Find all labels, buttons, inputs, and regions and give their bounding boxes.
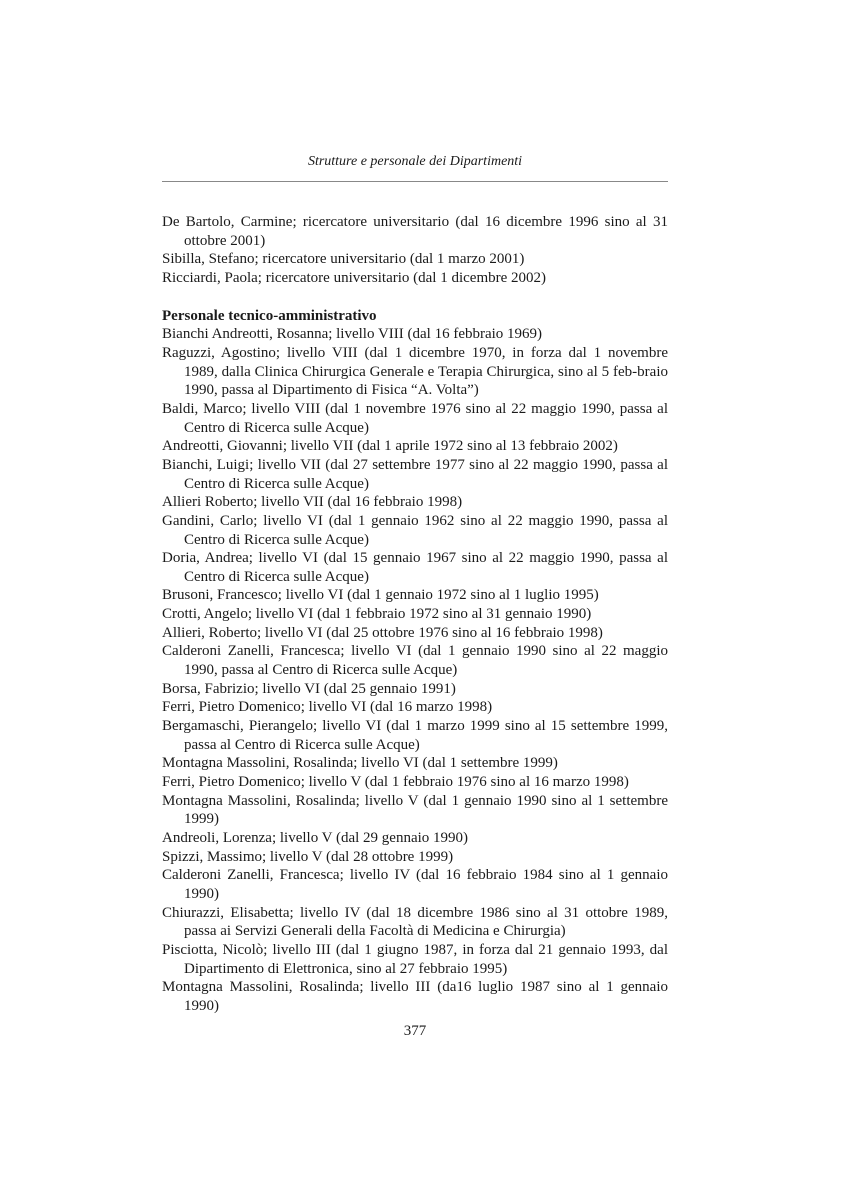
list-item: Bianchi Andreotti, Rosanna; livello VIII (dal 16 febbraio 1969): [162, 326, 543, 343]
ricercatori-list: [162, 213, 668, 288]
list-item: Calderoni Zanelli, Francesca; livello VI (dal 1 gennaio 1990 sino al 22 maggio 1990, passa al Centro di Ricerca sulle Acque): [162, 643, 668, 679]
list-item: Brusoni, Francesco; livello VI (dal 1 gennaio 1972 sino al 1 luglio 1995): [162, 587, 599, 604]
list-item: De Bartolo, Carmine; ricercatore universitario (dal 16 dicembre 1996 sino al 31 ottobre 2001): [162, 214, 668, 249]
page-body: [162, 213, 668, 1016]
page-number: 377: [403, 1023, 427, 1039]
list-item: Allieri, Roberto; livello VI (dal 25 ottobre 1976 sino al 16 febbraio 1998): [162, 624, 603, 641]
list-item: Crotti, Angelo; livello VI (dal 1 febbraio 1972 sino al 31 gennaio 1990): [162, 606, 592, 623]
list-item: Borsa, Fabrizio; livello VI (dal 25 gennaio 1991): [162, 680, 456, 697]
list-item: Montagna Massolini, Rosalinda; livello VI (dal 1 settembre 1999): [162, 755, 558, 772]
list-item: Andreoli, Lorenza; livello V (dal 29 gennaio 1990): [162, 830, 469, 846]
list-item: Montagna Massolini, Rosalinda; livello V (dal 1 gennaio 1990 sino al 1 settembre 1999): [162, 792, 668, 828]
list-item: Chiurazzi, Elisabetta; livello IV (dal 18 dicembre 1986 sino al 31 ottobre 1989, passa ai Servizi Generali della Facoltà di Medicina e Chirurgia): [162, 904, 668, 940]
header-rule: [162, 181, 668, 182]
list-item: Sibilla, Stefano; ricercatore universitario (dal 1 marzo 2001): [162, 251, 525, 268]
list-item: Gandini, Carlo; livello VI (dal 1 gennaio 1962 sino al 22 maggio 1990, passa al Centro di Ricerca sulle Acque): [162, 512, 668, 548]
running-header: Strutture e personale dei Dipartimenti: [307, 154, 523, 169]
list-item: Raguzzi, Agostino; livello VIII (dal 1 dicembre 1970, in forza dal 1 novembre 1989, dalla Clinica Chirurgica Generale e Terapia Chirurgica, sino al 5 feb-braio 1990, passa al Dipartimento di Fisica “A. Volta”): [162, 344, 668, 399]
list-item: Baldi, Marco; livello VIII (dal 1 novembre 1976 sino al 22 maggio 1990, passa al Centro di Ricerca sulle Acque): [162, 400, 668, 436]
list-item: Bianchi, Luigi; livello VII (dal 27 settembre 1977 sino al 22 maggio 1990, passa al Centro di Ricerca sulle Acque): [162, 456, 668, 492]
list-item: Montagna Massolini, Rosalinda; livello III (da16 luglio 1987 sino al 1 gennaio 1990): [162, 979, 668, 1014]
list-item: Allieri Roberto; livello VII (dal 16 febbraio 1998): [162, 494, 463, 511]
list-item: Ricciardi, Paola; ricercatore universitario (dal 1 dicembre 2002): [162, 269, 547, 286]
list-item: Bergamaschi, Pierangelo; livello VI (dal 1 marzo 1999 sino al 15 settembre 1999, passa al Centro di Ricerca sulle Acque): [162, 718, 668, 753]
list-item: Calderoni Zanelli, Francesca; livello IV (dal 16 febbraio 1984 sino al 1 gennaio 1990): [162, 867, 668, 902]
list-item: Pisciotta, Nicolò; livello III (dal 1 giugno 1987, in forza dal 21 gennaio 1993, dal Dipartimento di Elettronica, sino al 27 febbraio 1995): [162, 941, 668, 977]
staff-list: [162, 325, 668, 1015]
list-item: Doria, Andrea; livello VI (dal 15 gennaio 1967 sino al 22 maggio 1990, passa al Centro di Ricerca sulle Acque): [162, 550, 668, 585]
section-heading: Personale tecnico-amministrativo: [162, 307, 377, 324]
list-item: Ferri, Pietro Domenico; livello VI (dal 16 marzo 1998): [162, 699, 493, 716]
list-item: Ferri, Pietro Domenico; livello V (dal 1 febbraio 1976 sino al 16 marzo 1998): [162, 774, 629, 791]
list-item: Andreotti, Giovanni; livello VII (dal 1 aprile 1972 sino al 13 febbraio 2002): [162, 438, 618, 455]
list-item: Spizzi, Massimo; livello V (dal 28 ottobre 1999): [162, 848, 454, 865]
